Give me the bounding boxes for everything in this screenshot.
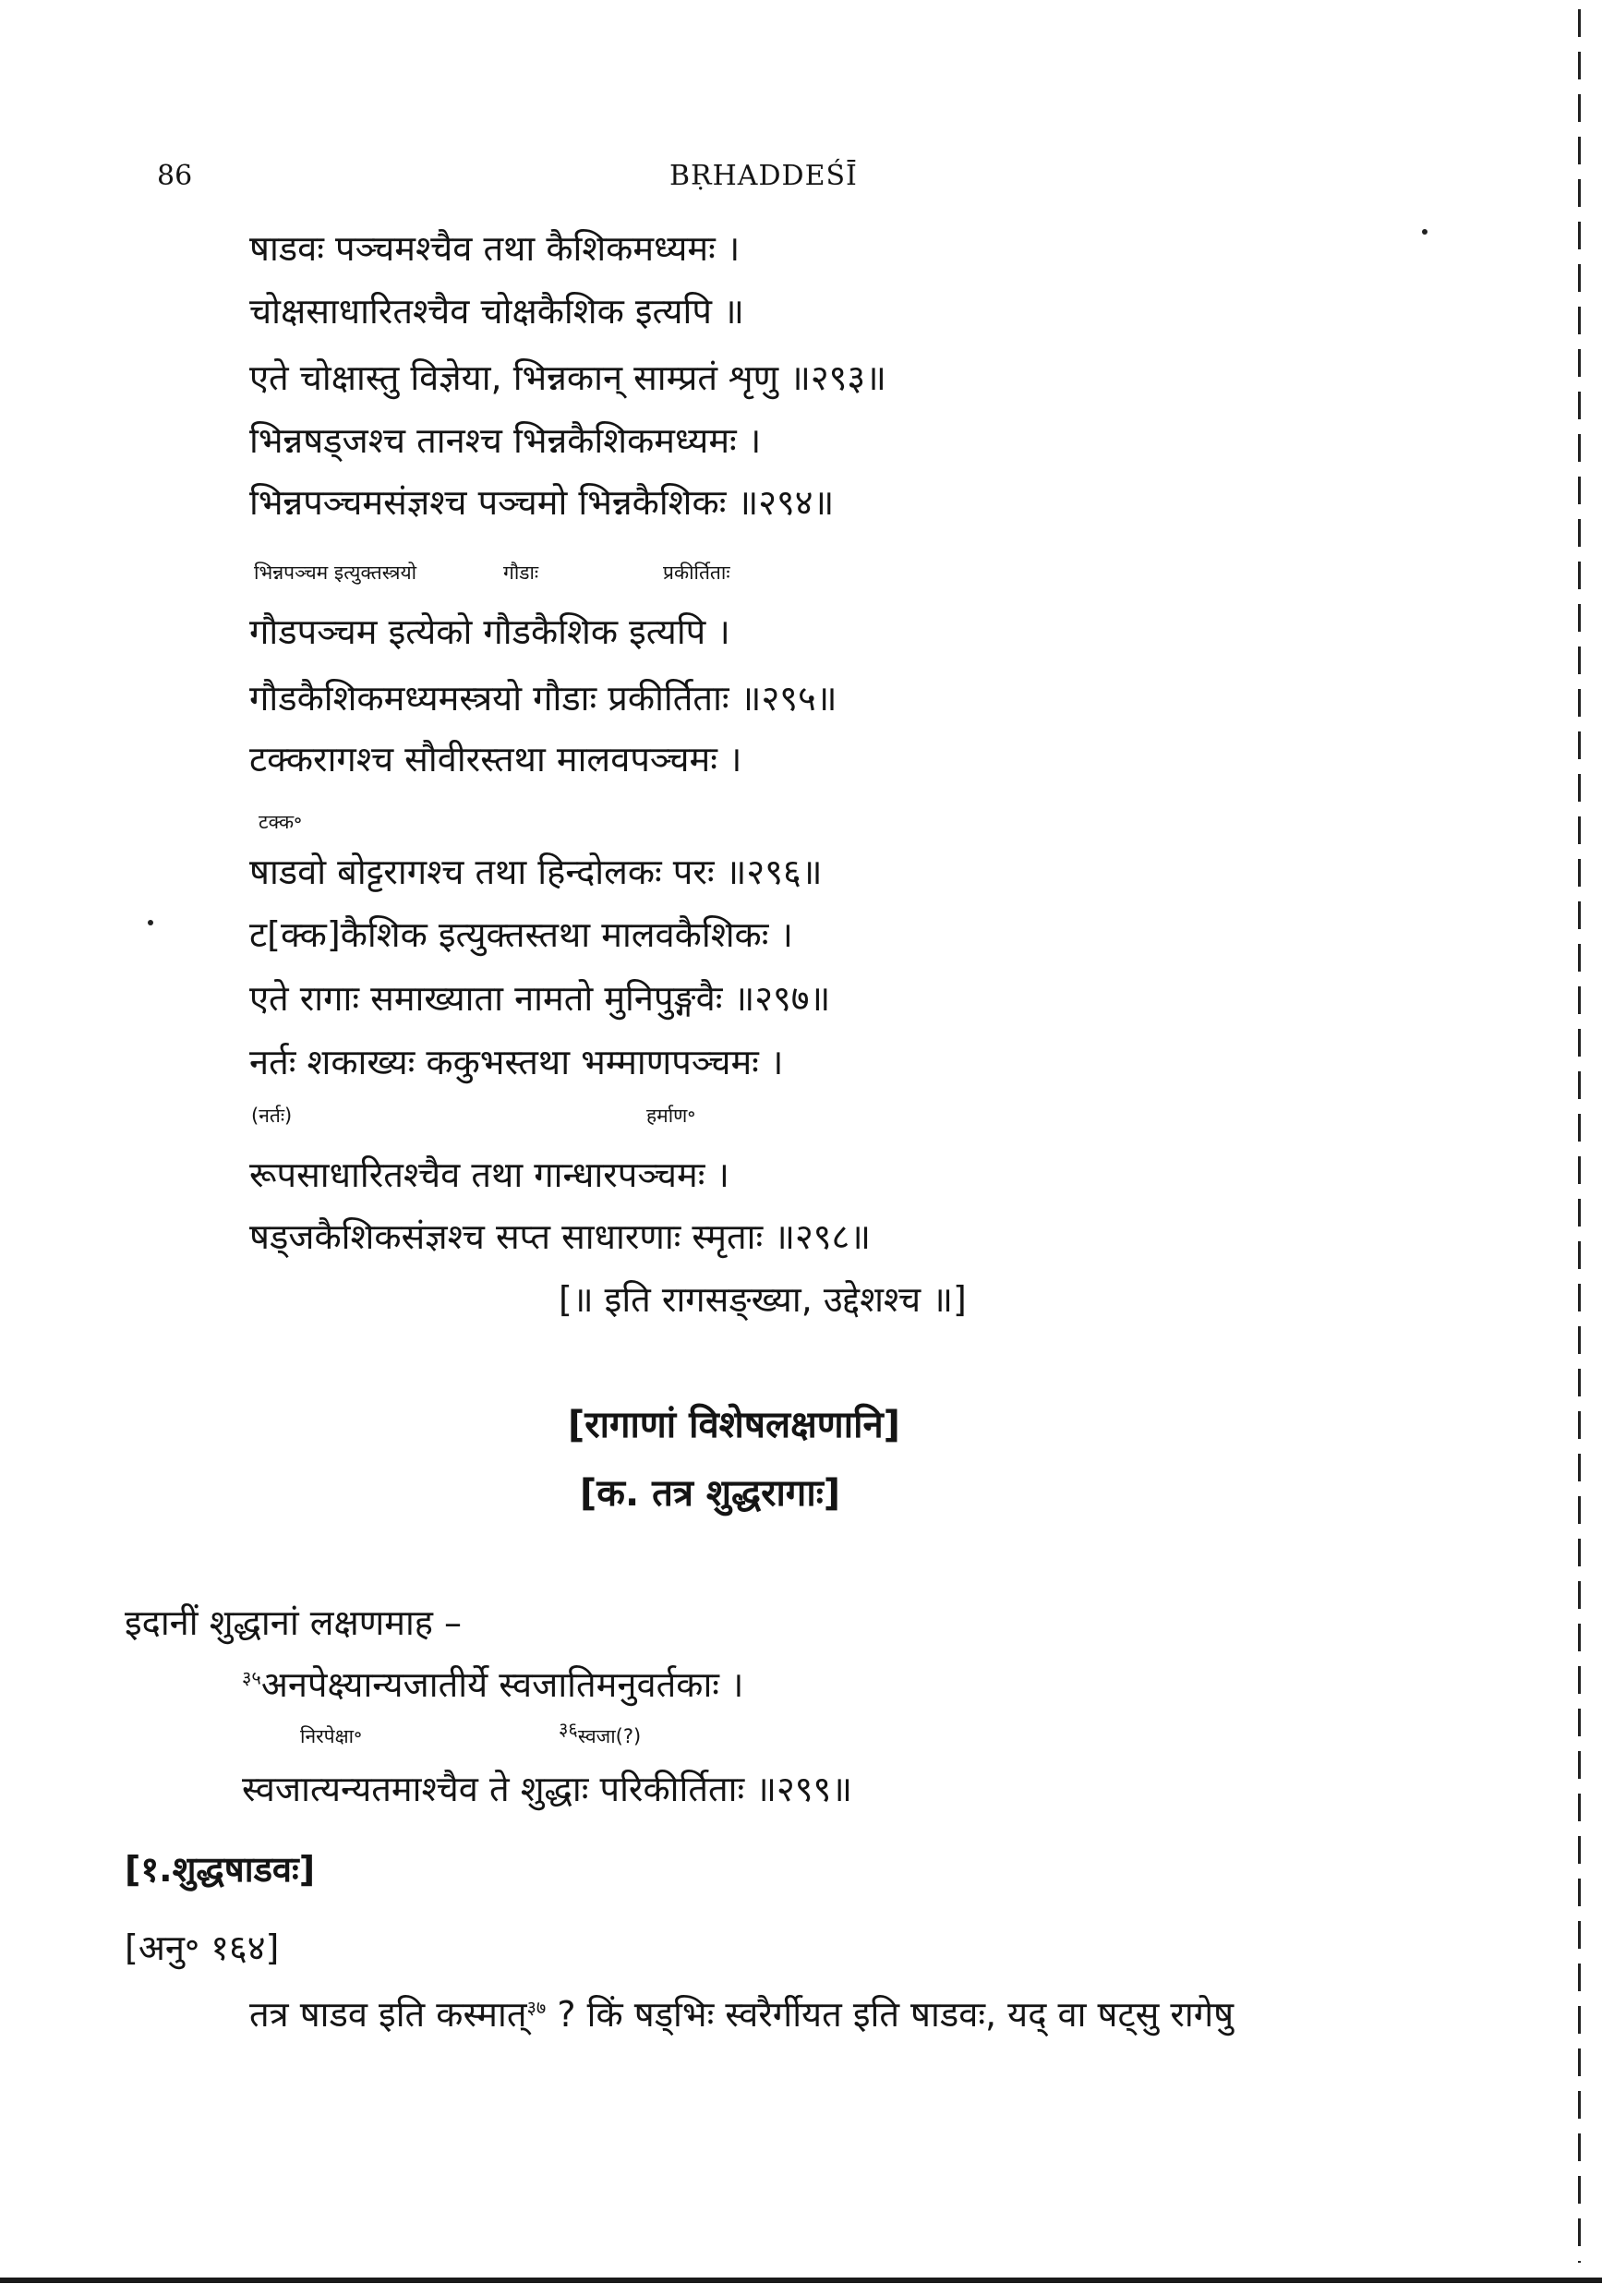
section-title: [१.शुद्धषाडवः]	[125, 1849, 316, 1890]
page-edge-line	[1578, 9, 1581, 2263]
variant-reading: भिन्नपञ्चम इत्युक्तस्त्रयो	[254, 562, 417, 584]
verse-line: भिन्नषड्जश्च तानश्च भिन्नकैशिकमध्यमः ।	[249, 420, 762, 461]
verse-line: नर्तः शकाख्यः ककुभस्तथा भम्माणपञ्चमः ।	[249, 1042, 784, 1082]
variant-reading: प्रकीर्तिताः	[663, 562, 730, 584]
verse-line: ट[क्क]कैशिक इत्युक्तस्तथा मालवकैशिकः ।	[249, 914, 793, 955]
verse-line: [॥ इति रागसङ्ख्या, उद्देशश्च ॥]	[559, 1279, 967, 1320]
speck	[148, 920, 153, 925]
variant-reading: (नर्तः)	[251, 1105, 293, 1127]
verse-line: एते रागाः समाख्याता नामतो मुनिपुङ्गवैः ॥२९७॥	[249, 978, 831, 1019]
verse-line: चोक्षसाधारितश्चैव चोक्षकैशिक इत्यपि ॥	[249, 291, 744, 332]
verse-line: षाडवः पञ्चमश्चैव तथा कैशिकमध्यमः ।	[249, 228, 741, 269]
verse-line: भिन्नपञ्चमसंज्ञश्च पञ्चमो भिन्नकैशिकः ॥२९४॥	[249, 482, 835, 523]
verse-line: स्वजात्यन्यतमाश्चैव ते शुद्धाः परिकीर्तिताः ॥२९९॥	[242, 1769, 853, 1809]
variant-reading: $^{३६}$स्वजा(?)	[559, 1718, 642, 1747]
verse-line: टक्करागश्च सौवीरस्तथा मालवपञ्चमः ।	[249, 739, 742, 779]
anu-reference: [अनु॰ १६४]	[125, 1927, 280, 1968]
variant-reading: टक्क॰	[259, 811, 303, 833]
section-heading: [रागाणां विशेषलक्षणानि]	[568, 1404, 900, 1446]
variant-reading: गौडाः	[503, 562, 539, 584]
verse-line: रूपसाधारितश्चैव तथा गान्धारपञ्चमः ।	[249, 1154, 729, 1195]
speck	[1422, 229, 1427, 235]
page-number: 86	[157, 160, 193, 192]
verse-line: षाडवो बोट्टरागश्च तथा हिन्दोलकः परः ॥२९६॥	[249, 852, 823, 892]
verse-line: एते चोक्षास्तु विज्ञेया, भिन्नकान् साम्प्रतं शृणु ॥२९३॥	[249, 357, 886, 398]
verse-line: गौडकैशिकमध्यमस्त्रयो गौडाः प्रकीर्तिताः ॥२९५॥	[249, 678, 837, 719]
variant-reading: निरपेक्षा॰	[300, 1725, 363, 1747]
footnote-marker: ३६	[559, 1718, 578, 1740]
prose-line: इदानीं शुद्धानां लक्षणमाह –	[125, 1602, 463, 1643]
section-subheading: [क. तत्र शुद्धरागाः]	[580, 1472, 841, 1515]
verse-line: $^{३५}$अनपेक्ष्यान्यजातीर्ये स्वजातिमनुवर्तकाः ।	[242, 1664, 744, 1705]
running-title: BṚHADDEŚĪ	[669, 160, 858, 192]
prose-line: तत्र षाडव इति कस्मात्$^{३७}$ ? किं षड्भिः स्वरैर्गीयत इति षाडवः, यद् वा षट्सु रागेषु	[249, 1994, 1235, 2035]
footnote-marker: ३५	[242, 1666, 261, 1689]
footnote-marker: ३७	[526, 1996, 547, 2019]
verse-line: गौडपञ्चम इत्येको गौडकैशिक इत्यपि ।	[249, 611, 730, 652]
variant-reading: हर्माण॰	[646, 1105, 696, 1127]
page-bottom-edge	[0, 2278, 1602, 2283]
verse-line: षड्जकैशिकसंज्ञश्च सप्त साधारणाः स्मृताः ॥२९८॥	[249, 1216, 872, 1257]
